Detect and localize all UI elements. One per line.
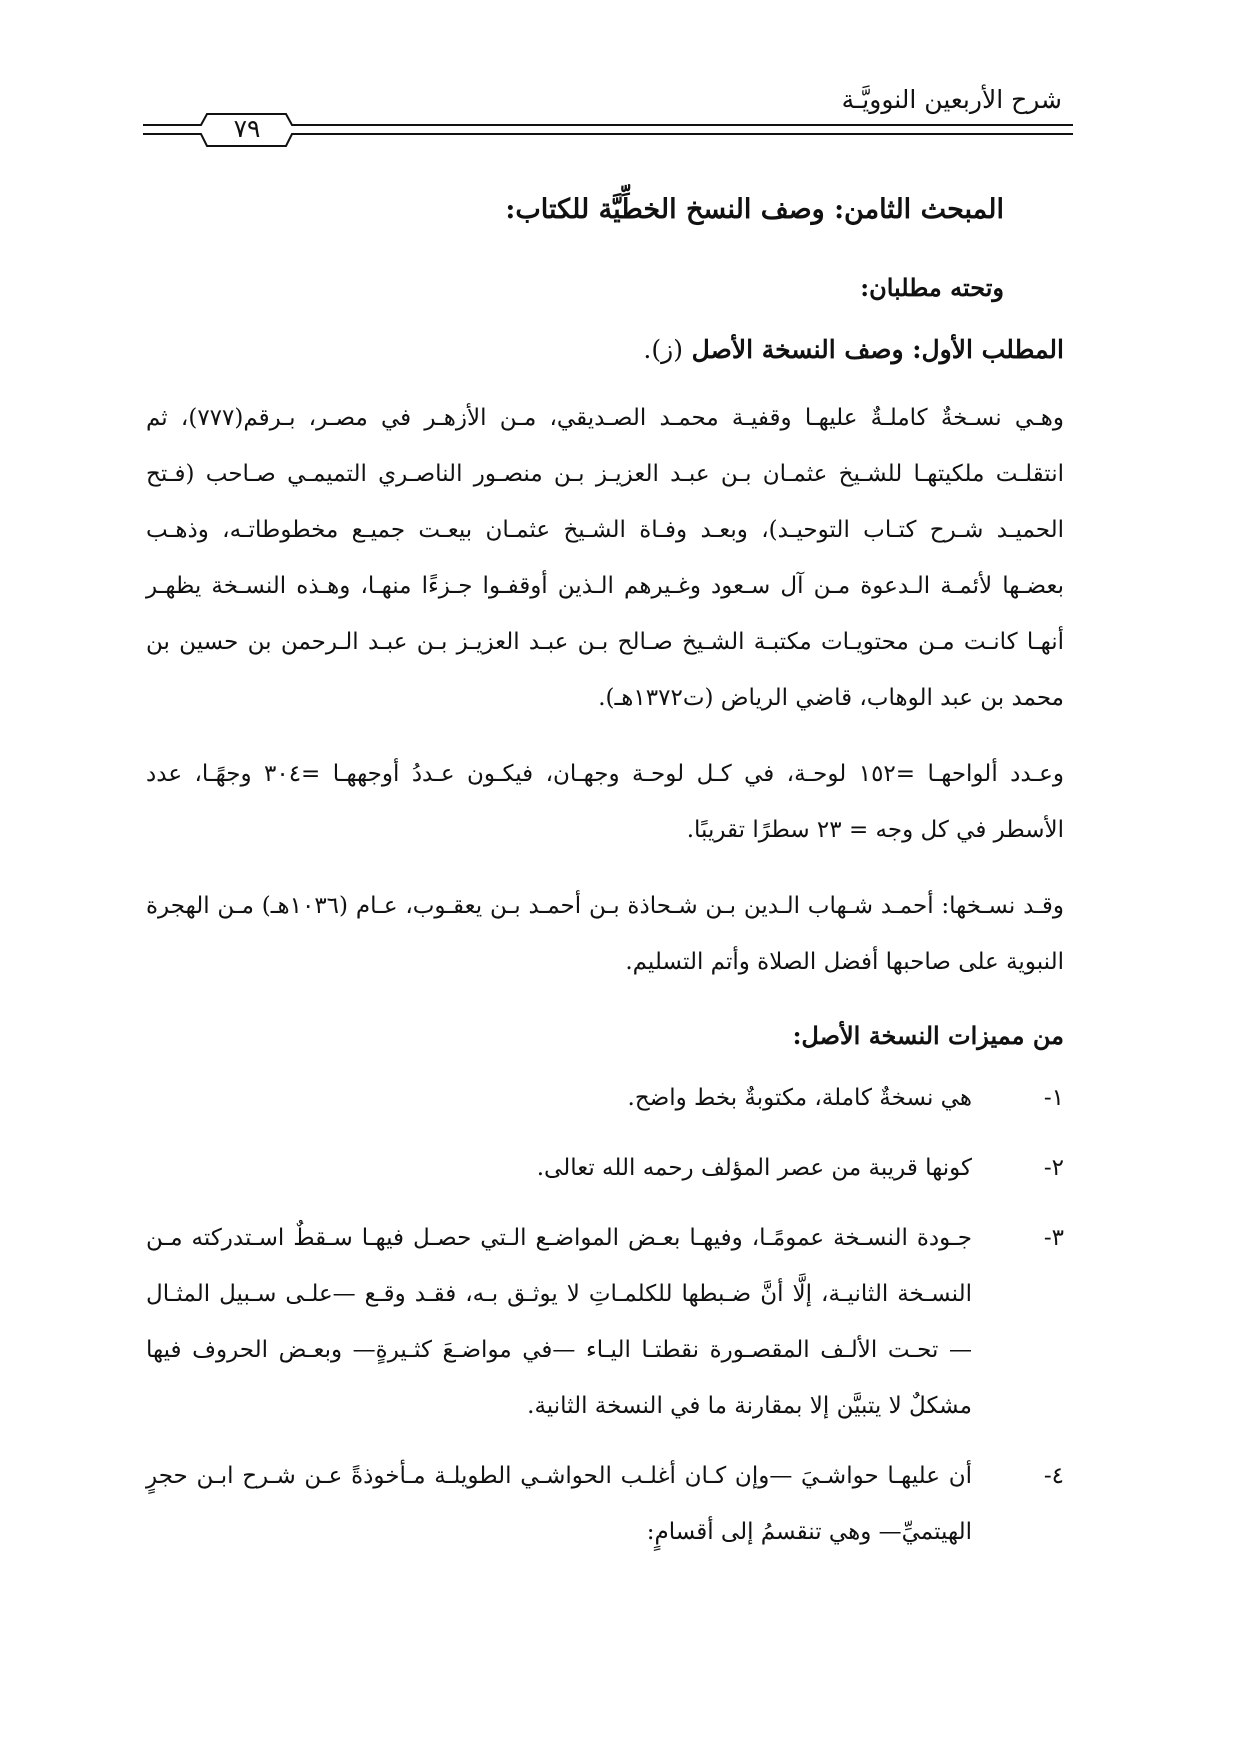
list-item-text: أن عليهـا حواشـيَ —وإن كـان أغلـب الحواشـي الطويلـة مـأخوذةً عـن شـرح ابـن حجرٍ الهيتميِّ— وهي تنقسمُ إلى أقسامٍ: <box>146 1463 972 1545</box>
paragraph-folio-count: وعـدد ألواحهـا =١٥٢ لوحـة، في كـل لوحـة وجهـان، فيكـون عـددُ أوجههـا =٣٠٤ وجهًـا، عدد الأسطر في كل وجه = ٢٣ سطرًا تقريبًا. <box>146 761 1065 843</box>
list-item-number: ٣- <box>1043 1225 1064 1251</box>
paragraph-copyist: وقـد نسـخها: أحمـد شـهاب الـدين بـن شـحاذة بـن أحمـد بـن يعقـوب، عـام (١٠٣٦هـ) مـن الهجرة النبوية على صاحبها أفضل الصلاة وأتم التسليم. <box>146 893 1064 975</box>
list-item-text: جـودة النسـخة عمومًـا، وفيهـا بعـض المواضـع الـتي حصـل فيهـا سـقطٌ اسـتدركته مـن النسـخة الثانيـة، إلَّا أنَّ ضـبطها للكلمـاتِ لا يوثـق بـه، فقـد وقـع —علـى سـبيل المثـال— تحـت الألـف المقصـورة نقطتـا اليـاء —في مواضـعَ كثـيرةٍ— وبعـض الحروف فيها مشكلٌ لا يتبيَّن إلا بمقارنة ما في النسخة الثانية. <box>146 1225 972 1419</box>
list-item-text: كونها قريبة من عصر المؤلف رحمه الله تعالى. <box>536 1155 972 1181</box>
list-item-text: هي نسخةٌ كاملة، مكتوبةٌ بخط واضح. <box>627 1085 972 1111</box>
list-item <box>146 1070 1064 1126</box>
running-title: شرح الأربعين النوويَّـة <box>841 85 1062 114</box>
list-item-number: ١- <box>1043 1085 1064 1111</box>
page-number: ٧٩ <box>233 114 261 143</box>
section-title: المبحث الثامن: وصف النسخ الخطِّيَّة للكتاب: <box>505 194 1004 225</box>
list-item <box>146 1140 1064 1196</box>
subsection-suffix: (ز). <box>643 335 683 364</box>
main-content <box>146 190 1064 1560</box>
subsection-title: المطلب الأول: وصف النسخة الأصل <box>691 335 1064 364</box>
features-list <box>146 1070 1064 1560</box>
list-item <box>146 1210 1064 1434</box>
features-title: من مميزات النسخة الأصل: <box>792 1021 1064 1050</box>
section-subheading: وتحته مطلبان: <box>860 273 1004 302</box>
subsection-heading <box>146 330 1064 370</box>
paragraph-manuscript-history: وهـي نسـخةٌ كاملـةٌ عليهـا وقفيـة محمـد الصـديقي، مـن الأزهـر في مصـر، بـرقم(٧٧٧)، ثم انتقلـت ملكيتهـا للشـيخ عثمـان بـن عبـد العزيـز بـن منصـور الناصـري التميمـي صـاحب (فـتح الحميـد شـرح كتـاب التوحيـد)، وبعـد وفـاة الشـيخ عثمـان بيعـت جميـع مخطوطاتـه، وذهـب بعضـها لأئمـة الـدعوة مـن آل سـعود وغـيرهم الـذين أوقفـوا جـزءًا منهـا، وهـذه النسـخة يظهـر أنهـا كانـت مـن محتويـات مكتبـة الشـيخ صـالح بـن عبـد العزيـز بـن عبـد الـرحمن بن حسين بن محمد بن عبد الوهاب، قاضي الرياض (ت١٣٧٢هـ). <box>146 405 1065 711</box>
list-item-number: ٤- <box>1043 1463 1064 1489</box>
list-item <box>146 1448 1064 1560</box>
list-item-number: ٢- <box>1043 1155 1064 1181</box>
